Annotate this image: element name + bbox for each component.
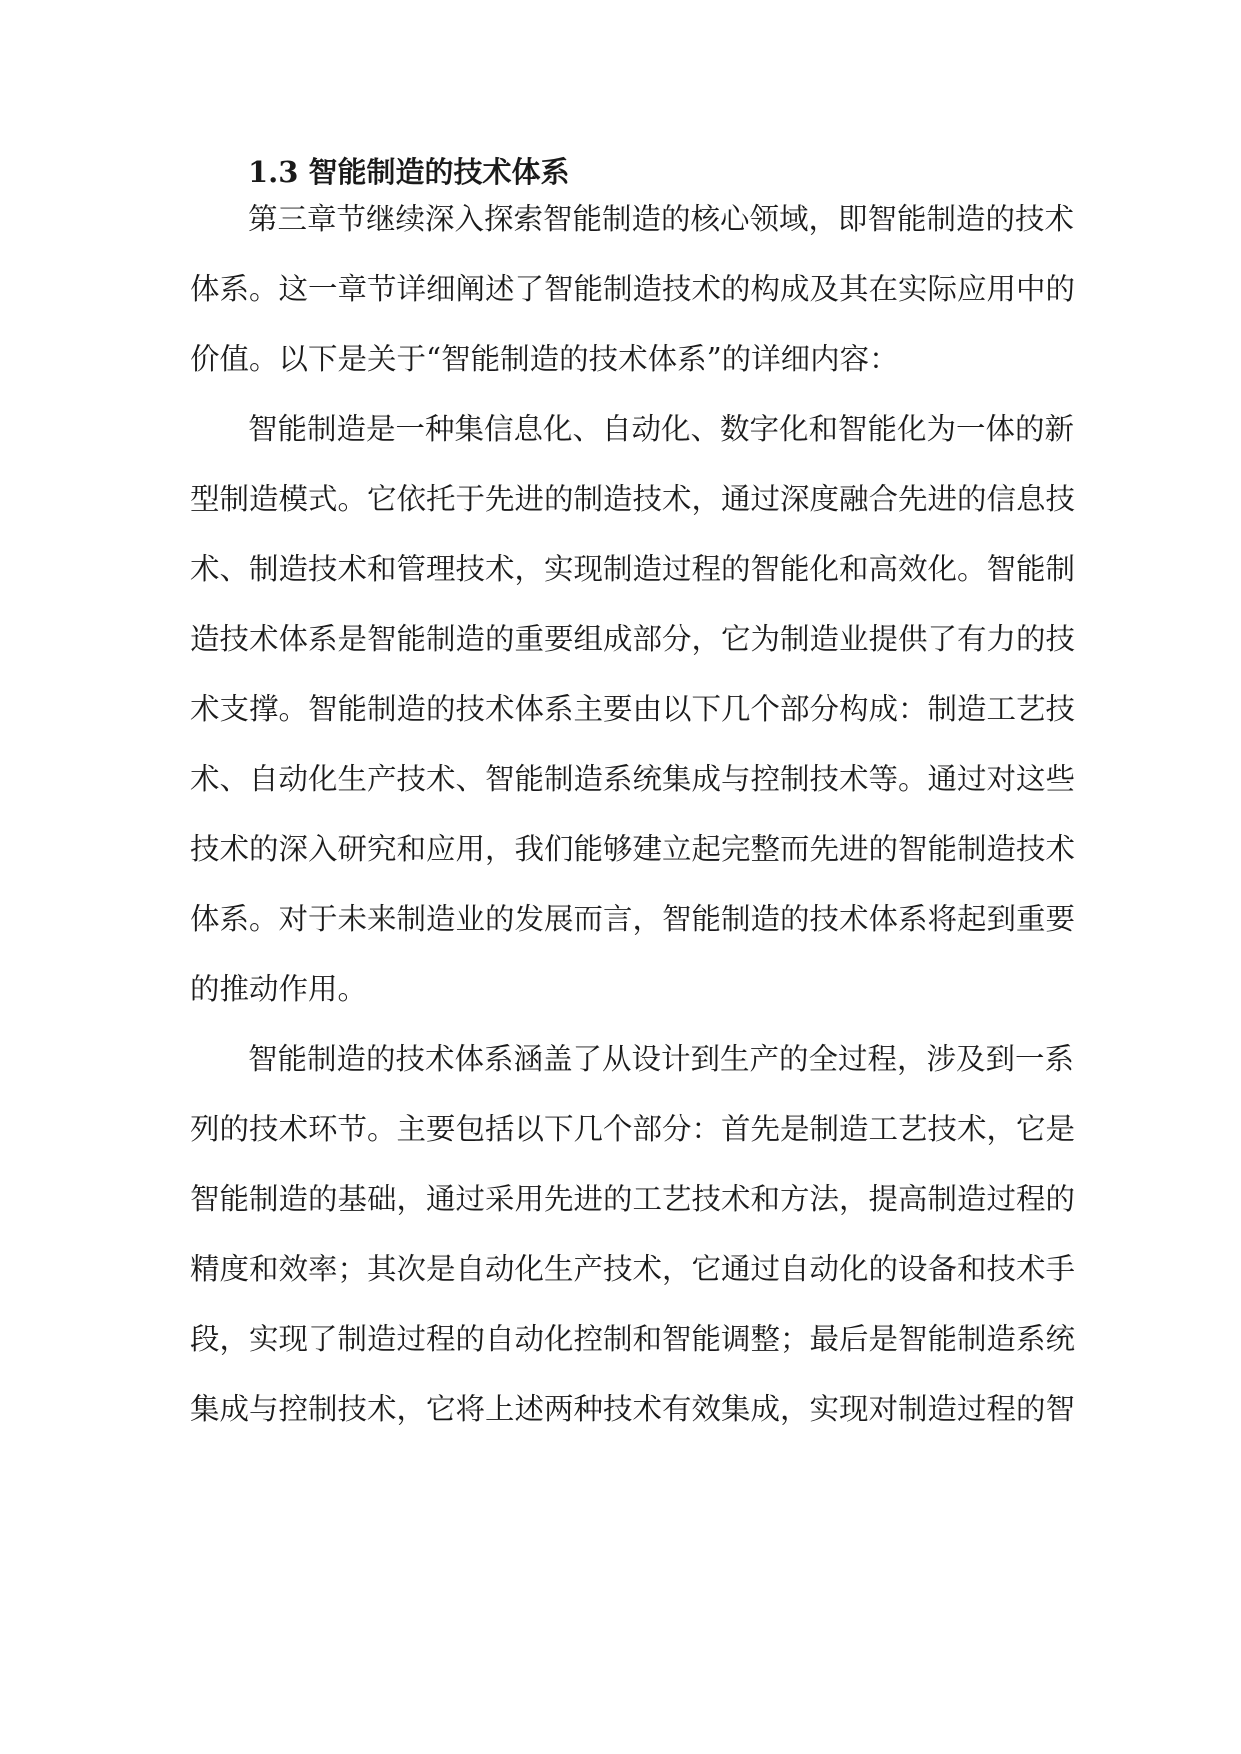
paragraph-3-line-5: 段，实现了制造过程的自动化控制和智能调整；最后是智能制造系统 <box>190 1322 1076 1356</box>
paragraph-3-line-6: 集成与控制技术，它将上述两种技术有效集成，实现对制造过程的智 <box>190 1392 1076 1426</box>
section-heading: 1.3 智能制造的技术体系 <box>248 155 570 189</box>
paragraph-2-line-2: 型制造模式。它依托于先进的制造技术，通过深度融合先进的信息技 <box>190 482 1076 516</box>
paragraph-1-line-1: 第三章节继续深入探索智能制造的核心领域，即智能制造的技术 <box>248 202 1075 236</box>
paragraph-2-line-4: 造技术体系是智能制造的重要组成部分，它为制造业提供了有力的技 <box>190 622 1076 656</box>
paragraph-3-line-4: 精度和效率；其次是自动化生产技术，它通过自动化的设备和技术手 <box>190 1252 1076 1286</box>
paragraph-1-line-2: 体系。这一章节详细阐述了智能制造技术的构成及其在实际应用中的 <box>190 272 1076 306</box>
paragraph-2-line-9: 的推动作用。 <box>190 972 368 1006</box>
paragraph-2-line-8: 体系。对于未来制造业的发展而言，智能制造的技术体系将起到重要 <box>190 902 1076 936</box>
paragraph-2-line-6: 术、自动化生产技术、智能制造系统集成与控制技术等。通过对这些 <box>190 762 1076 796</box>
paragraph-3-line-2: 列的技术环节。主要包括以下几个部分：首先是制造工艺技术，它是 <box>190 1112 1076 1146</box>
paragraph-2-line-7: 技术的深入研究和应用，我们能够建立起完整而先进的智能制造技术 <box>190 832 1076 866</box>
paragraph-2-line-5: 术支撑。智能制造的技术体系主要由以下几个部分构成：制造工艺技 <box>190 692 1076 726</box>
paragraph-3-line-1: 智能制造的技术体系涵盖了从设计到生产的全过程，涉及到一系 <box>248 1042 1075 1076</box>
paragraph-2-line-1: 智能制造是一种集信息化、自动化、数字化和智能化为一体的新 <box>248 412 1075 446</box>
paragraph-2-line-3: 术、制造技术和管理技术，实现制造过程的智能化和高效化。智能制 <box>190 552 1076 586</box>
paragraph-1-line-3: 价值。以下是关于“智能制造的技术体系”的详细内容： <box>190 342 899 376</box>
paragraph-3-line-3: 智能制造的基础，通过采用先进的工艺技术和方法，提高制造过程的 <box>190 1182 1076 1216</box>
